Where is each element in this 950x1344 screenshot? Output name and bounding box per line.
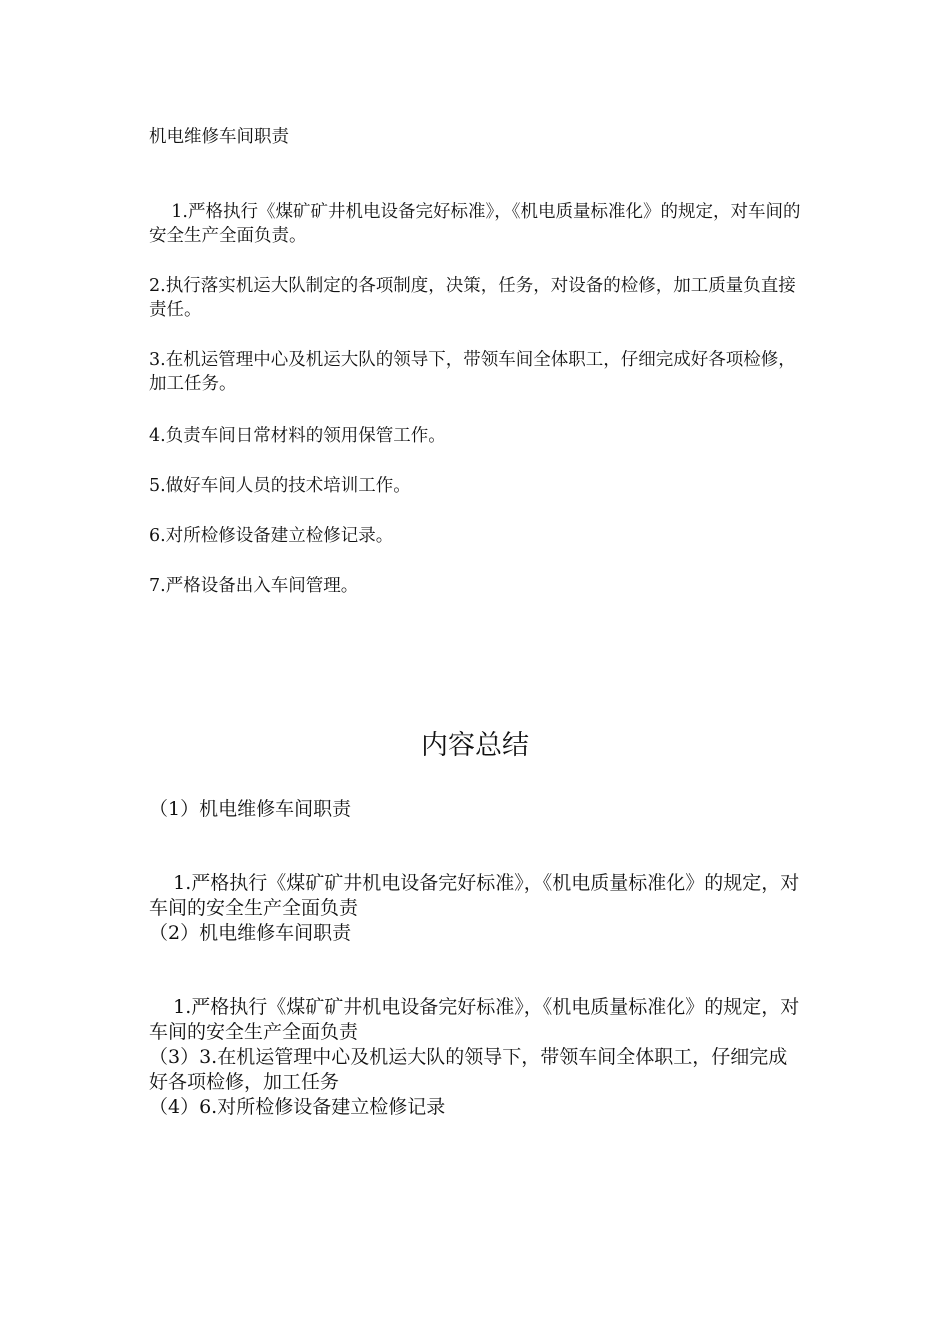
summary-entry-2: （2）机电维修车间职责 (149, 922, 352, 944)
duty-item-4: 4.负责车间日常材料的领用保管工作。 (149, 426, 446, 446)
duty-item-1: 1.严格执行《煤矿矿井机电设备完好标准》，《机电质量标准化》的规定，对车间的安全生产全面负责。 (149, 202, 801, 246)
summary-entry-2-text: 1.严格执行《煤矿矿井机电设备完好标准》，《机电质量标准化》的规定，对车间的安全生产全面负责 (149, 996, 800, 1043)
summary-entry-1-text: 1.严格执行《煤矿矿井机电设备完好标准》，《机电质量标准化》的规定，对车间的安全生产全面负责 (149, 872, 800, 919)
summary-entry-1: （1）机电维修车间职责 (149, 798, 352, 820)
duty-item-6: 6.对所检修设备建立检修记录。 (149, 526, 394, 546)
duty-item-7: 7.严格设备出入车间管理。 (149, 576, 359, 596)
summary-entry-4: （4）6.对所检修设备建立检修记录 (149, 1096, 446, 1118)
summary-entry-3: （3）3.在机运管理中心及机运大队的领导下，带领车间全体职工，仔细完成好各项检修，加工任务 (149, 1046, 788, 1093)
duty-item-3: 3.在机运管理中心及机运大队的领导下，带领车间全体职工，仔细完成好各项检修，加工任务。 (149, 350, 796, 394)
duty-item-5: 5.做好车间人员的技术培训工作。 (149, 476, 411, 496)
summary-title: 内容总结 (421, 730, 529, 761)
duty-item-2: 2.执行落实机运大队制定的各项制度，决策，任务，对设备的检修，加工质量负直接责任。 (149, 276, 796, 320)
document-heading: 机电维修车间职责 (149, 127, 289, 147)
